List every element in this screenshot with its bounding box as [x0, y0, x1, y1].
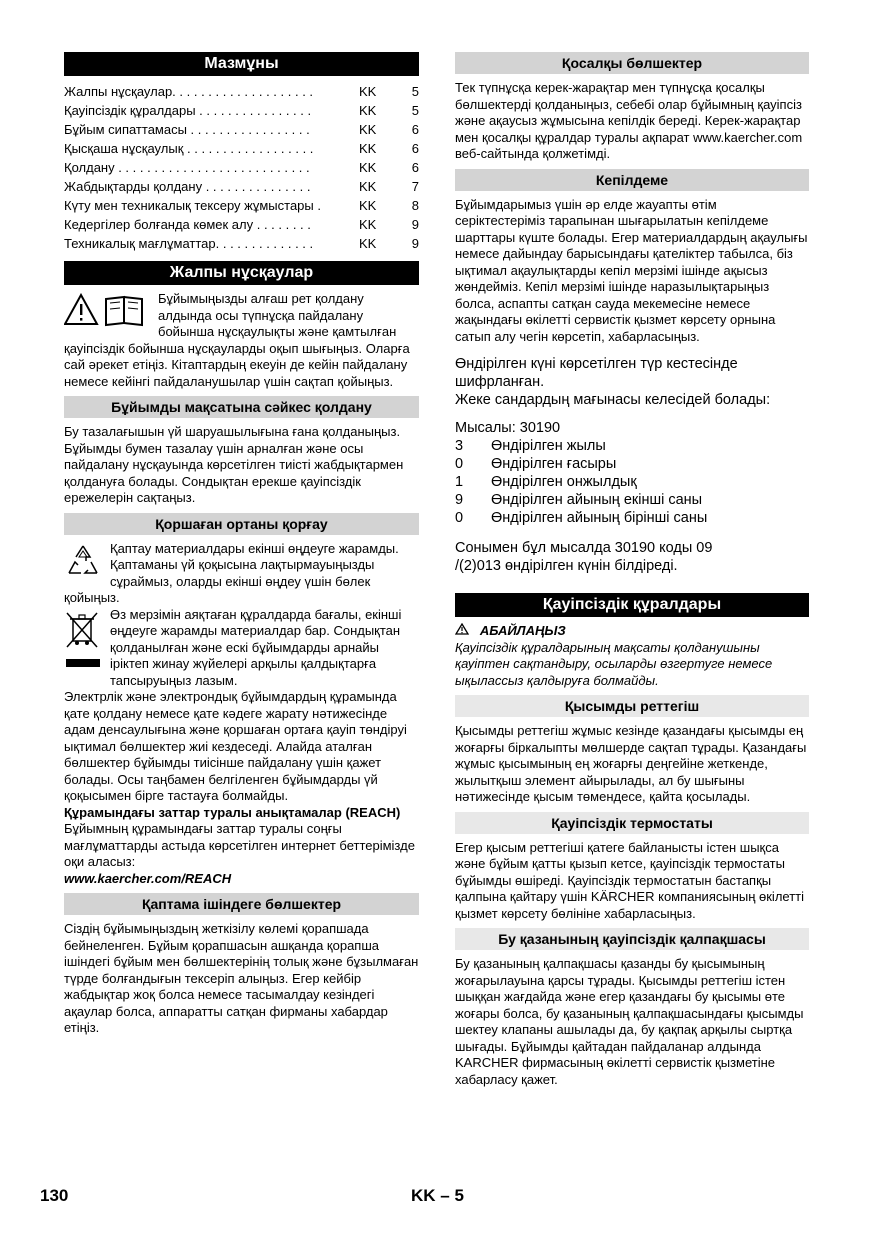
toc-title: Кедергілер болғанда көмек алу . . . . . . . . [64, 217, 311, 232]
toc-row[interactable] [64, 139, 419, 158]
code-row [455, 437, 809, 455]
toc-page: 6 [411, 141, 419, 156]
package-heading: Қаптама ішіндеге бөлшектер [64, 893, 419, 915]
toc-lang: KK [359, 179, 377, 194]
toc-page: 6 [411, 160, 419, 175]
toc-row[interactable] [64, 234, 419, 253]
toc-heading: Мазмұны [64, 52, 419, 76]
code-meaning: Өндірілген онжылдық [491, 474, 637, 490]
environment-section [64, 541, 419, 888]
warranty-heading: Кепілдеме [455, 169, 809, 191]
toc-lang: KK [359, 122, 377, 137]
toc-lang: KK [359, 217, 377, 232]
spare-parts-text: Тек түпнұсқа керек-жарақтар мен түпнұсқа қосалқы бөлшектерді қолданыңыз, себебі олар бұйымның қауіпсіз және ақаусыз жұмысына кепілдік береді. Керек-жарақтар мен қосалқы құралдар туралы ақпарат www.kaercher.com веб-сайтында қолжетімді. [455, 80, 803, 161]
env-text-3: Электрлік және электрондық бұйымдардың құрамында қате қолдану немесе қате кәдеге жарату нәтижесінде адам денсаулығына және қоршаған ортаға қауіп төндіруі ықтимал бөлшектер жиі кездеседі. Алайда аталған бөлшектер бұйымды тиісінше пайдалану үшін қажет болады. Осы таңбамен белгіленген бұйымдарды үй қоқысымен бірге тастауға болмайды. [64, 689, 407, 803]
toc-lang: KK [359, 103, 377, 118]
intended-use-text: Бу тазалағышын үй шаруашылығына ғана қолданыңыз. Бұйымды бумен тазалау үшін арналған және осы пайдалану нұсқауында көрсетілген тиісті жабдықтармен қолдануға болады. Сондықтан ерекше қауіпсіздік ережелерін сақтаңыз. [64, 424, 404, 505]
toc-lang: KK [359, 141, 377, 156]
toc-title: Жалпы нұсқаулар. . . . . . . . . . . . . . . . . . . . [64, 84, 314, 99]
toc-page: 7 [411, 179, 419, 194]
toc-row[interactable] [64, 120, 419, 139]
code-digit: 0 [455, 456, 464, 472]
toc-lang: KK [359, 160, 377, 175]
toc-page: 8 [411, 198, 419, 213]
code-row [455, 491, 809, 509]
warning-icon [455, 623, 469, 638]
package-text: Сіздің бұйымыңыздың жеткізілу көлемі қорапшада бейнеленген. Бұйым қорапшасын ашқанда қорапша ішіндегі бұйым мен бөлшектерінің толық және бұзылмаған түрде болғандығын тексеріп алыңыз. Егер кейбір жабдықтар жоқ болса немесе тасымалдау кезіндегі ақаулар болса, аппаратты сатқан фирманы хабардар етіңіз. [64, 921, 419, 1035]
code-digit: 3 [455, 438, 464, 454]
toc-title: Қауіпсіздік құралдары . . . . . . . . . . . . . . . . [64, 103, 312, 118]
regulator-text: Қысымды реттегіш жұмыс кезінде қазандағы қысымды ең жоғарғы біркалыпты мөлшерде сақтап тұрады. Қазандағы жұмыс қысымының ең жоғарғы деңгейіне жеткенде, жылытқыш элемент айырылады, ал бу шығыны нәтижесінде қысым төмендесе, қайта қосылады. [455, 723, 807, 804]
cap-heading: Бу қазанының қауіпсіздік қалпақшасы [455, 928, 809, 950]
code-digit: 1 [455, 474, 464, 490]
toc-row[interactable] [64, 101, 419, 120]
warning-book-icon [64, 293, 150, 332]
code-result: Сонымен бұл мысалда 30190 коды 09 /(2)013 өндірілген күнін білдіреді. [455, 540, 713, 574]
general-text: Бұйымыңызды алғаш рет қолдану алдында осы түпнұсқа пайдалану бойынша нұсқаулықты және қамтылған қауіпсіздік бойынша нұсқауларды оқып шығыңыз. Оларға сай әрекет етіңіз. Кітаптардың екеуін де кейін пайдалану немесе кейінгі пайдаланушылар үшін сақтап қойыңыз. [64, 291, 410, 389]
reach-heading: Құрамындағы заттар туралы анықтамалар (REACH) [64, 804, 401, 820]
env-text-1: Қаптау материалдары екінші өңдеуге жарамды. Қаптаманы үй қоқысына лақтырмауыңызды сұраймыз, оларды екінші өңдеу үшін бөлек қойыңыз. [64, 540, 399, 605]
environment-heading: Қоршаған ортаны қорғау [64, 513, 419, 535]
env-text-2: Өз мерзімін аяқтаған құралдарда бағалы, екінші өңдеуге жарамды материалдар бар. Сондықтан қолданылған және ескі бұйымдарды арнайы іріктеп жинау жүйелері арқылы қалдықтарға тапсыруыңыз лазым. [110, 606, 402, 688]
crossed-bin-icon [64, 609, 102, 676]
toc-row[interactable] [64, 215, 419, 234]
table-of-contents [64, 82, 419, 253]
thermostat-heading: Қауіпсіздік термостаты [455, 812, 809, 834]
code-intro: Өндірілген күні көрсетілген түр кестесінде шифрланған. [455, 356, 738, 390]
code-meaning: Өндірілген ғасыры [491, 456, 617, 472]
code-digit: 0 [455, 510, 464, 526]
code-digit: 9 [455, 492, 464, 508]
reach-text: Бұйымның құрамындағы заттар туралы соңғы мағлұматтарды астыда көрсетілген интернет беттерімізде оқи аласыз: [64, 821, 415, 869]
reach-link[interactable]: www.kaercher.com/REACH [64, 870, 232, 886]
toc-lang: KK [359, 236, 377, 251]
code-row [455, 509, 809, 527]
toc-title: Бұйым сипаттамасы . . . . . . . . . . . . . . . . . [64, 122, 310, 137]
warranty-text: Бұйымдарымыз үшін әр елде жауапты өтім серіктестеріміз тарапынан шығарылатын кепілдеме шарттары күште болады. Егер материалдардың ақаулығы немесе дайындау барысындағы қателіктер табылса, біз ықтимал ақаулықтарды кепіл мерзімі ішінде ақысыз жөндейміз. Кепіл мерзімі ішінде наразылықтарыңыз болса, аспапты сатқан сауда мекемесіне немесе жақындағы өкілетті сервистік қызмет көрсету орнына сатып алу чегін көрсетіп, хабарласыңыз. [455, 196, 808, 344]
toc-row[interactable] [64, 82, 419, 101]
warning-text: Қауіпсіздік құралдарының мақсаты қолданушыны қауіптен сақтандыру, осыларды өзгертуге немесе ықылассыз қалдыруға болмайды. [455, 639, 773, 688]
code-intro-2: Жеке сандардың мағынасы келесідей болады: [455, 392, 771, 408]
warning-title [455, 623, 809, 640]
toc-row[interactable] [64, 177, 419, 196]
code-row [455, 455, 809, 473]
code-row [455, 473, 809, 491]
code-meaning: Өндірілген жылы [491, 438, 606, 454]
thermostat-text: Егер қысым реттегіші қатеге байланысты істен шықса және бұйым қатты қызып кетсе, қауіпсіздік термостаты бұйымды өшіреді. Қауіпсіздік термостатын бастапқы қалпына қайтару үшін KÄRCHER компаниясының өкілетті қызмет көрсету бөлініне хабарласыңыз. [455, 839, 805, 921]
left-column [64, 52, 419, 1043]
toc-page: 5 [411, 103, 419, 118]
toc-title: Күту мен техникалық тексеру жұмыстары . [64, 198, 321, 213]
safety-heading: Қауіпсіздік құралдары [455, 593, 809, 617]
toc-lang: KK [359, 84, 377, 99]
right-column [455, 52, 809, 1094]
page-number: 130 [40, 1186, 69, 1205]
toc-lang: KK [359, 198, 377, 213]
toc-page: 9 [411, 217, 419, 232]
toc-title: Қолдану . . . . . . . . . . . . . . . . . . . . . . . . . . . [64, 160, 310, 175]
toc-title: Техникалық мағлұматтар. . . . . . . . . . . . . . [64, 236, 314, 251]
toc-title: Жабдықтарды қолдану . . . . . . . . . . . . . . . [64, 179, 311, 194]
toc-page: 5 [411, 84, 419, 99]
spare-parts-heading: Қосалқы бөлшектер [455, 52, 809, 74]
example-label: Мысалы: 30190 [455, 420, 561, 436]
section-code: KK – 5 [411, 1186, 464, 1205]
warning-label: АБАЙЛАҢЫЗ [479, 623, 566, 638]
code-meaning: Өндірілген айының екінші саны [491, 492, 703, 508]
general-heading: Жалпы нұсқаулар [64, 261, 419, 285]
cap-text: Бу қазанының қалпақшасы қазанды бу қысымының жоғарылауына қарсы тұрады. Қысымды реттегіш істен шыққан жағдайда және егер қазандағы бу қысымы өте жоғары болса, бу қазанының қалпақшасындағы қысымды шектеу клапаны ашылады да, бу қақпақ арқылы сыртқа шығады. Бұйымды қайтадан пайдаланар алдында KARCHER фирмасының өкілетті сервистік қызметіне хабарласу қажет. [455, 956, 804, 1087]
toc-page: 6 [411, 122, 419, 137]
toc-row[interactable] [64, 158, 419, 177]
code-meaning: Өндірілген айының бірінші саны [491, 510, 708, 526]
toc-title: Қысқаша нұсқаулық . . . . . . . . . . . . . . . . . . [64, 141, 314, 156]
recycling-icon [64, 543, 102, 584]
intended-use-heading: Бұйымды мақсатына сәйкес қолдану [64, 396, 419, 418]
date-code-section [455, 355, 809, 575]
regulator-heading: Қысымды реттегіш [455, 695, 809, 717]
general-section [64, 291, 419, 390]
warning-block [455, 623, 809, 689]
toc-page: 9 [411, 236, 419, 251]
toc-row[interactable] [64, 196, 419, 215]
